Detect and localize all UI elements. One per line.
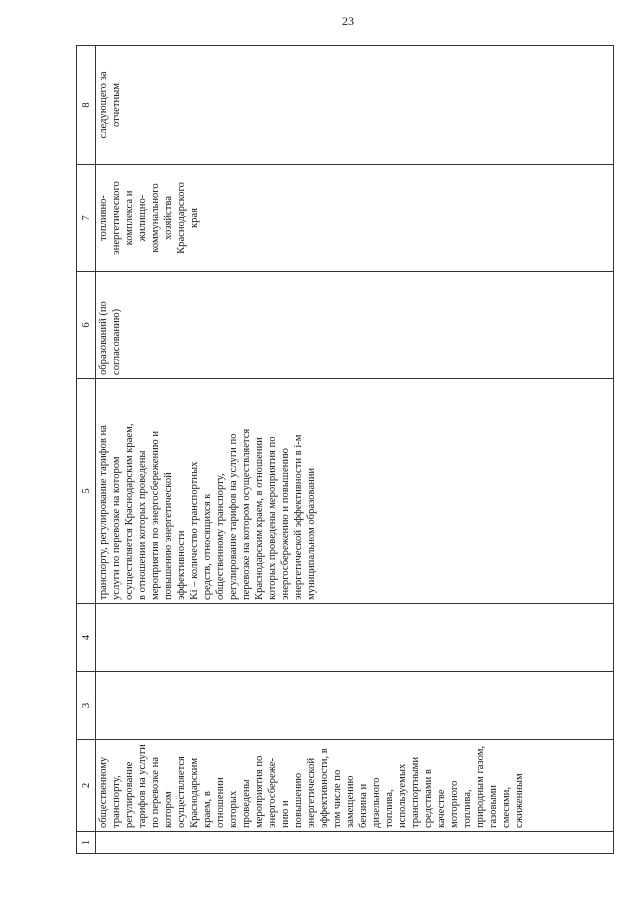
col6-line: согласованию) — [111, 308, 122, 375]
formula-line: эффективности — [176, 530, 187, 600]
formula-line: общественному транспорту, — [215, 473, 226, 600]
cell-col7-responsible — [96, 165, 614, 272]
col7-line: края — [189, 207, 200, 229]
table-row — [96, 46, 614, 854]
formula-line: средств, относящихся к — [202, 493, 213, 600]
cell-col4 — [96, 604, 614, 672]
formula-line: энергосбережению и повышению — [280, 448, 291, 600]
formula-line: которых проведены мероприятия по — [267, 436, 278, 600]
program-table — [76, 45, 614, 854]
col6-line: образований (по — [98, 301, 109, 375]
col7-line: коммунального — [150, 183, 161, 253]
formula-line: услуги по перевозке на котором — [111, 456, 122, 600]
formula-line: Краснодарским краем, в отношении — [254, 437, 265, 600]
col-header-1: 1 — [77, 832, 96, 854]
col7-line: хозяйства — [163, 196, 174, 240]
page-number: 23 — [342, 14, 354, 28]
cell-col1 — [96, 832, 614, 854]
formula-line: повышению энергетической — [163, 472, 174, 600]
cell-col2-indicator: общественному транспорту, регулирование тарифов на услуги по перевозке на котором осуществляется Краснодарским краем, в отношении которых проведены мероприятия по энергосбереже-нию и повышению энергетической эффективности, в том числе по замещению бензина и дизельного топлива, используемых транспортными средствами в качестве моторного топлива, природным газом, газовыми смесями, сжиженным — [96, 740, 614, 832]
formula-line: энергетической эффективности в i-м — [293, 434, 304, 600]
rotated-table-area — [76, 46, 614, 854]
col7-line: топливно- — [98, 195, 109, 241]
col-header-5: 5 — [77, 379, 96, 604]
col-header-6: 6 — [77, 272, 96, 379]
formula-line: транспорту, регулирование тарифов на — [98, 425, 109, 600]
formula-line: Ki – количество транспортных — [189, 461, 200, 600]
table-rotator — [76, 46, 614, 854]
col7-line: жилищно- — [137, 194, 148, 242]
col-header-3: 3 — [77, 672, 96, 740]
cell-col3 — [96, 672, 614, 740]
header-row — [77, 46, 96, 854]
col7-line: комплекса и — [124, 190, 135, 246]
col-header-4: 4 — [77, 604, 96, 672]
formula-line: осуществляется Краснодарским краем, — [124, 423, 135, 600]
formula-line: перевозке на котором осуществляется — [241, 428, 252, 600]
formula-line: регулирование тарифов на услуги по — [228, 433, 239, 600]
col7-line: энергетического — [111, 181, 122, 255]
cell-col5-formula — [96, 379, 614, 604]
formula-line: мероприятия по энергосбережению и — [150, 430, 161, 600]
col-header-2: 2 — [77, 740, 96, 832]
col-header-7: 7 — [77, 165, 96, 272]
cell-col6 — [96, 272, 614, 379]
col7-line: Краснодарского — [176, 182, 187, 254]
cell-col8-deadline — [96, 46, 614, 165]
col8-line: следующего за — [98, 71, 109, 139]
formula-line: в отношении которых проведены — [137, 450, 148, 600]
col8-line: отчетным — [111, 83, 122, 127]
formula-line: муниципальном образовании — [306, 467, 317, 600]
col-header-8: 8 — [77, 46, 96, 165]
